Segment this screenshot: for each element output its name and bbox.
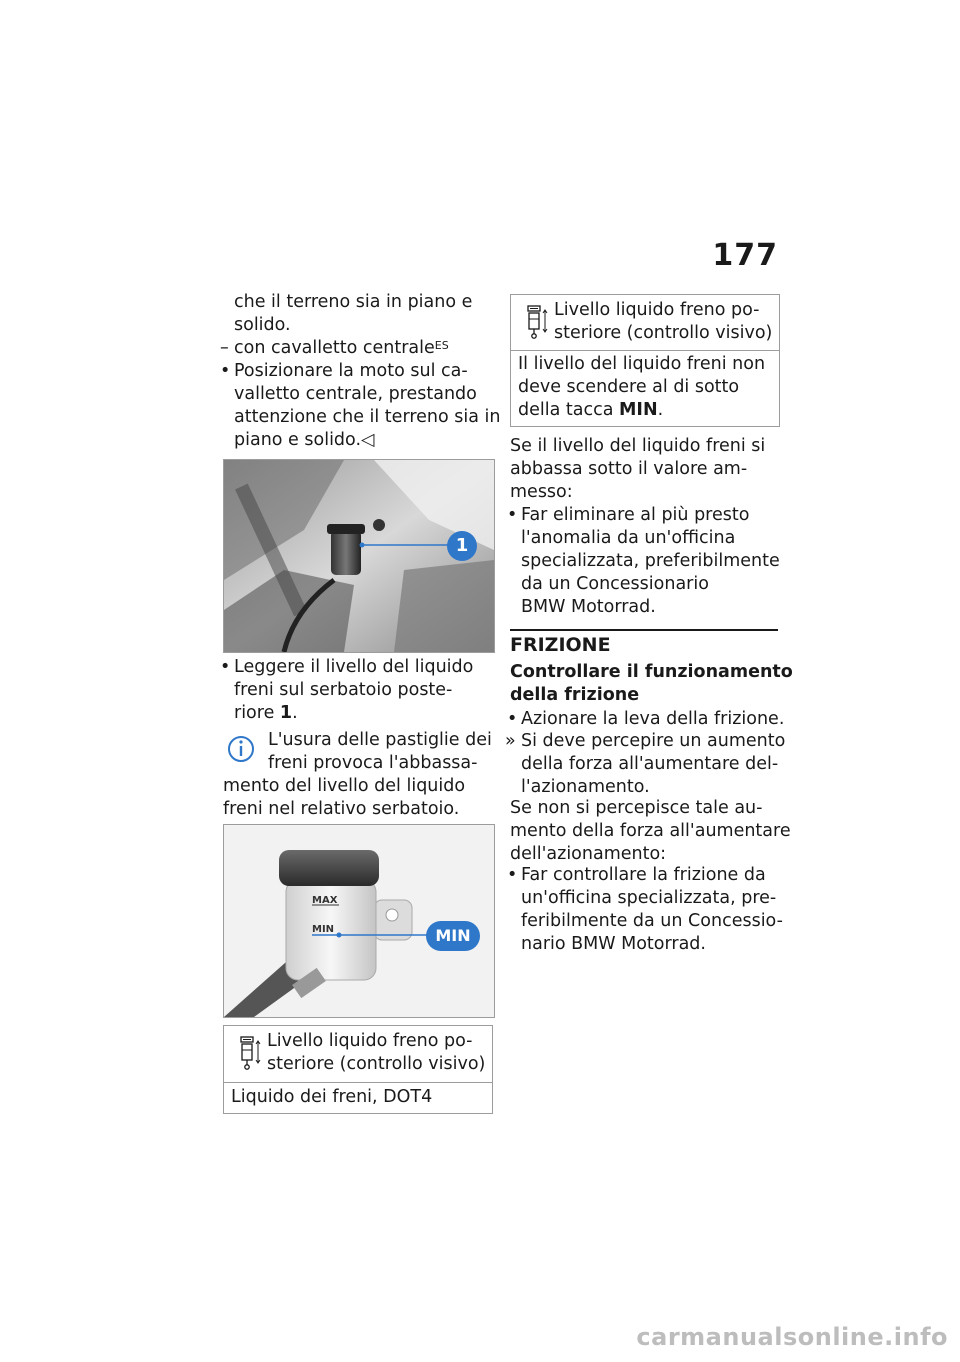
text-line: specializzata, preferibilmente xyxy=(521,551,780,571)
fluid-level-icon xyxy=(524,304,550,340)
page-number: 177 xyxy=(712,238,778,273)
text-line: attenzione che il terreno sia in xyxy=(234,407,501,427)
text-line: Livello liquido freno po- xyxy=(267,1031,473,1051)
text-line: • Far eliminare al più presto xyxy=(521,505,750,525)
spec-value xyxy=(511,351,779,426)
text-line: Livello liquido freno po- xyxy=(554,300,760,320)
dash-item-text: con cavalletto centrale xyxy=(234,338,435,358)
paragraph-low-level xyxy=(510,435,765,504)
text-fragment: riore xyxy=(234,703,280,723)
max-marking: MAX xyxy=(312,895,338,906)
bullet-operate-clutch: • Azionare la leva della frizione. xyxy=(521,708,784,731)
text-line: freni sul serbatoio poste- xyxy=(234,680,453,700)
spec-box-right xyxy=(510,294,780,427)
fluid-level-icon xyxy=(237,1035,263,1071)
text-line: Controllare il funzionamento xyxy=(510,662,793,682)
text-line: della frizione xyxy=(510,685,640,705)
text-line: Se il livello del liquido freni si xyxy=(510,436,766,456)
subsection-title xyxy=(510,661,793,707)
bullet-fix-fault xyxy=(521,504,780,619)
watermark: carmanualsonline.info xyxy=(636,1323,948,1351)
text-line: freni provoca l'abbassa- xyxy=(268,753,478,773)
section-divider xyxy=(510,629,778,631)
text-line: l'anomalia da un'officina xyxy=(521,528,736,548)
text-line: valletto centrale, prestando xyxy=(234,384,477,404)
spec-value: Liquido dei freni, DOT4 xyxy=(231,1087,433,1107)
text-line: Il livello del liquido freni non xyxy=(518,354,766,374)
text-line: steriore (controllo visivo) xyxy=(554,323,773,343)
text-line: Se non si percepisce tale au- xyxy=(510,798,763,818)
spec-header xyxy=(224,1026,492,1083)
spec-title xyxy=(267,1030,485,1076)
bullet-check-clutch xyxy=(521,864,783,956)
info-text-tail xyxy=(223,775,465,821)
text-line xyxy=(518,399,772,422)
min-marking: MIN xyxy=(312,924,335,935)
spec-title xyxy=(554,299,772,345)
text-line: che il terreno sia in piano e xyxy=(234,292,473,312)
bold-reference: MIN xyxy=(619,400,658,420)
text-line: feribilmente da un Concessio- xyxy=(521,911,783,931)
text-line: deve scendere al di sotto xyxy=(518,377,740,397)
info-icon xyxy=(227,731,257,767)
text-line: solido. xyxy=(234,315,291,335)
text-fragment: . xyxy=(657,400,664,420)
text-line: BMW Motorrad. xyxy=(521,597,656,617)
text-line: mento della forza all'aumentare xyxy=(510,821,791,841)
text-line: l'azionamento. xyxy=(521,777,650,797)
text-line: • Posizionare la moto sul ca- xyxy=(234,361,468,381)
text-line: piano e solido.◁ xyxy=(234,430,375,450)
text-fragment: della tacca xyxy=(518,400,620,420)
text-line: nario BMW Motorrad. xyxy=(521,934,706,954)
text-line: » Si deve percepire un aumento xyxy=(521,731,786,751)
text-line xyxy=(234,702,473,725)
info-text-head xyxy=(268,729,492,775)
paragraph-no-force xyxy=(510,797,791,866)
result-force-increase xyxy=(521,730,785,799)
spec-header xyxy=(511,295,779,351)
callout-1: 1 xyxy=(447,531,477,561)
text-line: della forza all'aumentare del- xyxy=(521,754,779,774)
dash-item xyxy=(234,337,449,360)
photo-reservoir-markings xyxy=(223,824,495,1018)
text-line: un'officina specializzata, pre- xyxy=(521,888,777,908)
bullet-position-bike xyxy=(234,360,500,452)
text-line: L'usura delle pastiglie dei xyxy=(268,730,492,750)
text-line: da un Concessionario xyxy=(521,574,709,594)
text-line: freni nel relativo serbatoio. xyxy=(223,799,460,819)
text-line: messo: xyxy=(510,482,573,502)
text-line: mento del livello del liquido xyxy=(223,776,466,796)
spec-box-left xyxy=(223,1025,493,1114)
bullet-read-level xyxy=(234,656,473,725)
text-line: • Leggere il livello del liquido xyxy=(234,657,474,677)
text-fragment: . xyxy=(292,703,298,723)
text-line: dell'azionamento: xyxy=(510,844,667,864)
bold-reference: 1 xyxy=(279,703,293,723)
photo-rear-brake-reservoir xyxy=(223,459,495,653)
text-line: abbassa sotto il valore am- xyxy=(510,459,748,479)
dash-item-superscript: ES xyxy=(434,339,449,352)
section-title: FRIZIONE xyxy=(510,634,611,656)
text-line: steriore (controllo visivo) xyxy=(267,1054,486,1074)
text-line: • Far controllare la frizione da xyxy=(521,865,766,885)
callout-min: MIN xyxy=(426,921,480,951)
intro-text xyxy=(234,291,472,337)
